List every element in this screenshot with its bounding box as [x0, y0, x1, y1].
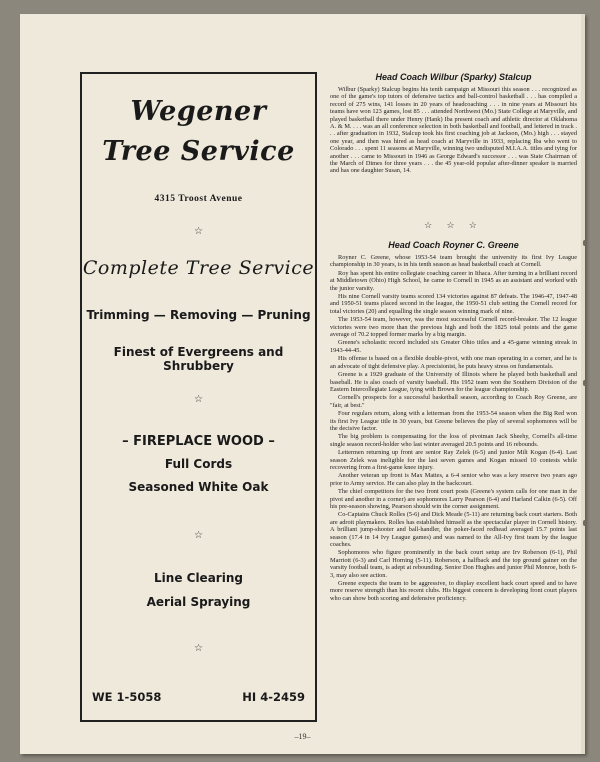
star-icon: ☆: [194, 643, 203, 654]
article-paragraph: His offense is based on a flexible double-pivot, with one man operating in a corner, and he is an advocate of tight defensive play. A precisionist, he puts heavy stress on fundamentals.: [330, 355, 577, 370]
binding-hole: [583, 240, 587, 246]
wegener-ad: [80, 72, 317, 722]
separator-stars: ☆ ☆ ☆: [424, 220, 483, 230]
binding-hole: [583, 520, 587, 526]
ad-services: Trimming — Removing — Pruning: [86, 308, 311, 322]
ad-phone-left: WE 1-5058: [92, 690, 162, 704]
page-number: –19–: [294, 732, 311, 741]
star-icon: ☆: [194, 530, 203, 541]
ad-slogan: Complete Tree Service: [82, 257, 315, 279]
article-heading: Head Coach Wilbur (Sparky) Stalcup: [375, 72, 532, 82]
ad-address: 4315 Troost Avenue: [154, 194, 243, 204]
article-paragraph: Wilbur (Sparky) Stalcup begins his tenth campaign at Missouri this season . . . recognized as one of the game's top tutors of defensive tactics and ball-control basketball . . . has compiled a record of 275 wins, 141 losses in 20 years of headcoaching . . . in nine years at Missouri his teams have won 123 games, lost 85 . . . attended Northwest (Mo.) State College at Maryville, and played basketball there under Henry (Hank) Iba present coach and athletic director at Oklahoma A. & M. . . . was an all conference selection in both basketball and football, and lettered in track . . . after graduation in 1932, Stalcup took his first coaching job at Jackson, (Mo.) high . . . stayed one year, and then was hired as head coach at Maryville in 1933, replacing Iba who went to Colorado . . . spent 11 seasons at Maryville, winning two undisputed M.I.A.A. titles and tying for another . . . came to Missouri in 1946 as George Edward's successor . . . was State Chairman of the March of Dimes for three years . . . the 45 year-old popular after-dinner speaker is married and has one daughter Susan, 14.: [330, 86, 577, 175]
binding-hole: [583, 380, 587, 386]
ad-firewood: – FIREPLACE WOOD –: [122, 434, 275, 449]
article-paragraph: The big problem is compensating for the loss of pivotman Jack Sheehy, Cornell's all-time single season record-holder who last winter averaged 20.5 points and 16 rebounds.: [330, 433, 577, 448]
ad-phone-right: HI 4-2459: [242, 690, 305, 704]
article-greene: [330, 240, 577, 603]
article-paragraph: Greene's scholastic record included six Greater Ohio titles and a 45-game winning streak in 1943-44-45.: [330, 339, 577, 354]
ad-line-clearing: Line Clearing: [154, 571, 243, 585]
star-icon: ☆: [194, 226, 203, 237]
article-heading: Head Coach Royner C. Greene: [388, 240, 519, 250]
article-paragraph: Royner C. Greene, whose 1953-54 team brought the university its first Ivy League championship in 30 years, is in his tenth season as head basketball coach at Cornell.: [330, 254, 577, 269]
article-paragraph: Co-Captains Chuck Rolles (5-6) and Dick Meade (5-11) are returning back court starters. Both are adroit playmakers. Rolles has established himself as the spectacular player in Cornell history. A brilliant jump-shooter and ball-handler, the poker-faced redhead averaged 15.7 points last season (17.4 in 14 Ivy League games) and was named to the All-Ivy first team by the league coaches.: [330, 511, 577, 549]
ad-title-line1: Wegener: [130, 96, 267, 127]
article-stalcup: [330, 72, 577, 175]
article-paragraph: Four regulars return, along with a letterman from the 1953-54 season when the Big Red won its first Ivy League title in 30 years, but Greene believes the play of several sophomores will be the decisive factor.: [330, 410, 577, 432]
article-paragraph: The 1953-54 team, however, was the most successful Cornell record-breaker. The 12 league victories were two more than the previous high and both the 1825 total points and the game average of 70.2 topped former marks by a big margin.: [330, 316, 577, 339]
ad-title-line2: Tree Service: [102, 136, 295, 167]
article-paragraph: His nine Cornell varsity teams scored 134 victories against 87 defeats. The 1946-47, 1947-48 and 1950-51 teams placed second in the league, the 1950-51 club setting the Cornell record for total victories (20) and equalling the single season winning mark of nine.: [330, 293, 577, 315]
star-icon: ☆: [194, 394, 203, 405]
article-paragraph: Greene is a 1929 graduate of the University of Illinois where he played both basketball and baseball. He is also coach of varsity baseball. His 1952 team won the Southern Division of the Eastern Intercollegiate League, tying with Brown for the league championship.: [330, 371, 577, 393]
article-paragraph: Cornell's prospects for a successful basketball season, according to Coach Roy Greene, are "fair, at best.": [330, 394, 577, 409]
ad-aerial-spraying: Aerial Spraying: [146, 595, 251, 609]
article-paragraph: Roy has spent his entire collegiate coaching career in Ithaca. After turning in a brilliant record at Middletown (Ohio) High School, he came to Cornell in 1945 as an assistant and worked with the junior varsity.: [330, 269, 577, 292]
article-paragraph: The chief competitors for the two front court posts (Greene's system calls for one man in the pivot and another in a corner) are sophomores Larry Pearson (6-4) and Harland Calkin (6-5). Off his pre-season showing, Pearson should win the corner assignment.: [330, 488, 577, 510]
article-paragraph: Another veteran up front is Max Mattes, a 6-4 senior who was a key reserve two years ago prior to Army service. He can also play in the backcourt.: [330, 472, 577, 487]
ad-white-oak: Seasoned White Oak: [128, 480, 269, 494]
ad-full-cords: Full Cords: [164, 457, 233, 471]
ad-evergreens: Finest of Evergreens and Shrubbery: [113, 345, 284, 373]
magazine-page: [20, 14, 585, 754]
article-paragraph: Sophomores who figure prominently in the back court setup are Irv Roberson (6-1), Phil Marriott (6-3) and Carl Horning (5-11). Roberson, a halfback and the top ground gainer on the varsity football team, is adept at rebounding. Senior Don Hughes and junior Phil Monroe, both 6-3, may also see action.: [330, 549, 577, 579]
article-paragraph: Greene expects the team to be aggressive, to display excellent back court speed and to have more reserve strength than his recent clubs. His biggest concern is developing front court players who can show both scoring and defensive proficiency.: [330, 580, 577, 602]
article-paragraph: Lettermen returning up front are senior Ray Zelek (6-5) and junior Milt Kogan (6-4). Last season Zelek was ineligible for the last seven games and Kogan missed 10 contests while recovering from a first-game knee injury.: [330, 449, 577, 471]
